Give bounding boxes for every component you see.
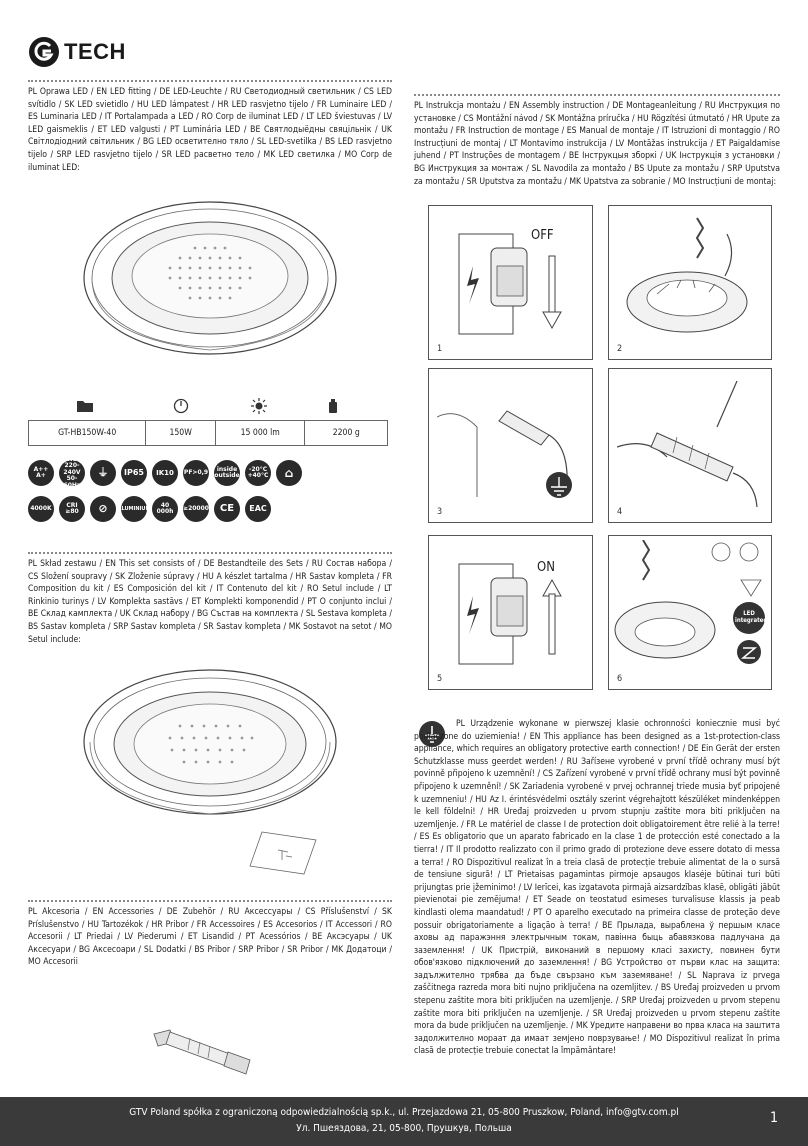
manual-sheet-icon [248, 830, 318, 876]
cable-connection-illustration [437, 377, 587, 507]
connector-illustration [150, 1020, 260, 1080]
pf-badge: PF>0,9 [183, 460, 209, 486]
hanging-illustration [617, 214, 767, 344]
step-4-number: 4 [617, 507, 623, 517]
luminaire-set-illustration [80, 666, 340, 826]
step-1-number: 1 [437, 344, 443, 354]
set-contents-text: PL Skład zestawu / EN This set consists of / DE Bestandteile des Sets / RU Состав набора / CS Složení soupravy / SK Zloženie súpravy / HU A készlet tartalma / HR Sastav kompleta / FR Composition du kit / ES Composición del kit / IT Contenuto del kit / RO Setul include / LT Rinkinio turinys / LV Komplekta sastāvs / ET Komplekti komponendid / PT O conjunto inclui / BE Склад камплекта / UK Склад набору / BG Състав на комплекта / SL Sestava kompleta / BS Sastav kompleta / SRP Sastav kompleta / SR Sastav kompleta / MK Sostavot na setot / MO Setul include: [28, 559, 392, 645]
weight-icon [324, 398, 342, 414]
divider [28, 80, 392, 82]
connector-assembly-illustration [617, 377, 767, 507]
lifetime-badge: 40 000h [152, 496, 178, 522]
color-temp-badge: 4000K [28, 496, 54, 522]
company-address-ru: Ул. Пшеяздова, 21, 05-800, Прушкув, Польша [296, 1123, 512, 1134]
accessories-text: PL Akcesoria / EN Accessories / DE Zubehör / RU Аксессуары / CS Příslušenství / SK Príslušenstvo / HU Tartozékok / HR Pribor / FR Accessoires / ES Accesorios / IT Accessori / RO Accesorii / LT Priedai / LV Piederumi / ET Lisandid / PT Acessórios / BE Аксэсуары / UK Аксесуари / BG Аксесоари / SL Dodatki / BS Pribor / SRP Pribor / SR Pribor / MK Додатоци / MO Accesorii [28, 907, 392, 968]
gtv-logo-icon [28, 36, 60, 68]
energy-class-badge: A++ A+ [28, 460, 54, 486]
no-uv-badge: ⊘ [90, 496, 116, 522]
brand-name: TECH [64, 39, 126, 64]
off-label: OFF [531, 228, 554, 243]
temperature-badge: -20°C +40°C [245, 460, 271, 486]
brand-logo [28, 34, 148, 70]
spec-model: GT-HB150W-40 [29, 421, 146, 445]
assembly-instruction-text: PL Instrukcja montażu / EN Assembly instruction / DE Montageanleitung / RU Инструкция по установке / CS Montážní návod / SK Montážna príručka / HU Rögzítési útmutató / HR Upute za montažu / FR Instruction de montage / ES Manual de montaje / IT Istruzioni di montaggio / RO Instrucțiuni de montaj / LT Montavimo instrukcija / LV Montāžas instrukcija / ET Paigaldamise juhend / PT Instruções de montagem / BE Інструкцыя зборкі / UK Інструкція з установки / BG Инструкция за монтаж / SL Navodila za montažo / BS Upute za montažu / SRP Uputstva za montažu / SR Uputstva za montažu / MK Upatstva za sobranie / MO Instrucțiuni de montaj: [414, 101, 780, 187]
ce-badge: CE [214, 496, 240, 522]
switch-on-illustration [437, 546, 587, 676]
ground-badge: ⏚ [90, 460, 116, 486]
power-icon [172, 398, 190, 414]
spec-table [28, 420, 388, 446]
step-5-panel [428, 535, 593, 690]
product-name-text: PL Oprawa LED / EN LED fitting / DE LED-Leuchte / RU Светодиодный светильник / CS LED svítidlo / SK LED svietidlo / HU LED lámpatest / HR LED rasvjetno tijelo / FR Luminaire LED / ES Luminaria LED / IT Portalampada a LED / RO Corp de iluminat LED / LT LED šviestuvas / LV LED gaismeklis / ET LED valgusti / PT Luminária LED / BE Святлодыёдны свяцільнік / UK Світлодіодний світильник / BG LED осветително тяло / SL LED-svetilka / BS LED rasvjetno tijelo / SRP LED rasvjetno tijelo / SR LED расветно тело / MK LED светилка / MO Corp de iluminat LED: [28, 87, 392, 173]
company-address: GTV Poland spółka z ograniczoną odpowiedzialnością sp.k., ul. Przejazdowa 21, 05-800 Pruszkow, Poland, info@gtv.com.pl [129, 1107, 679, 1118]
led-integrated-label: LED integrated [735, 610, 768, 624]
footer [0, 1097, 808, 1146]
luminaire-illustration [80, 198, 340, 358]
folder-icon [76, 398, 94, 414]
luminaire-hung-illustration [613, 540, 767, 676]
on-label: ON [537, 560, 555, 575]
divider [28, 552, 392, 554]
eac-badge: EAC [245, 496, 271, 522]
step-6-number: 6 [617, 674, 623, 684]
spec-lumen: 15 000 lm [216, 421, 306, 445]
switch-off-illustration [437, 216, 587, 346]
spec-power: 150W [146, 421, 216, 445]
indoor-badge: ⌂ [276, 460, 302, 486]
step-3-panel [428, 368, 593, 523]
voltage-badge: AC 220-240V 50-60Hz [59, 460, 85, 486]
cri-badge: CRI ≥80 [59, 496, 85, 522]
step-3-number: 3 [437, 507, 443, 517]
aluminium-badge: ALUMINIUM [121, 496, 147, 522]
switch-cycles-badge: ≥20000 [183, 496, 209, 522]
inside-outside-badge: inside outside [214, 460, 240, 486]
step-1-panel [428, 205, 593, 360]
step-5-number: 5 [437, 674, 443, 684]
divider [414, 94, 780, 96]
divider [28, 900, 392, 902]
grounding-warning-text: PL Urządzenie wykonane w pierwszej klasie ochronności koniecznie musi być podłączone do uziemienia! / EN This appliance has been designed as a 1st-protection-class appliance, which requires an obligatory protective earth connection! / DE Ein Gerät der ersten Schutzklasse muss geerdet werden! / RU Зaříзeнe vyrobené v první třídě ochrany musí být povinně připojeno k uzemnění! / CS Zařízení vyrobené v první třídě ochrany musí být povinně připojeno k uzemnění! / SK Zariadenia vyrobené v prvej ochrannej triede musia byť pripojené k uzemneniu! / HU Az I. érintésvédelmi osztály szerint végrehajtott készüléket mindenképpen le kell földelni! / HR Uređaj proizveden u prvom stupnju zaštite mora biti priključen na uzemljenje. / FR Le matériel de classe I de protection doit obligatoirement être relié à la terre! / ES Es obligatorio que un aparato fabricado en la clase 1 de protección esté conectado a la tierra! / IT Il prodotto realizzato con il primo grado di protezione deve essere dotato di messa a terra! / RO Dispozitivul realizat în a treia clasă de protecție trebuie alimentat de la o sursă de tensiune sigură! / LT Prietaisas pagamintas pirmoje apsaugos klasėje būtinai turi būti prijungtas prie įžeminimo! / LV Ierīcei, kas izgatavota pirmajā aizsardzības klasē, obligāti jābūt pievienotai pie zemējuma! / ET Seade on teostatud esimeses turvalisuse klassis ja peab kindlasti olema maandatud! / PT O aparelho executado na primeira classe de proteção deve possuir obrigatoriamente a ligação à terra! / BE Прылада, выраблена ў першым класе аховы ад паражэння электрычным токам, павінна быць абавязкова падлучана да заземлення! / UK Пристрій, виконаний в першому класі захисту, повинен бути обов'язково підключений до заземлення! / BG Устройство от първи клас на защита: задължително трябва да бъде свързано към заземяване! / SL Naprava iz prvega zaščitnega razreda mora biti nujno priključena na ozemljitev. / BS Uređaj proizveden u prvom stepenu zaštite mora biti priključen na uzemljenje. / SRP Uređaj proizveden u prvom stepenu zaštite mora biti priključen na uzemljenje. / SR Uređaj proizveden u prvom stepenu zaštite mora da bude priključen na uzemljenje. / MK Уредите направени во прва класа на заштита задолжително мораат да имаат земјено поврзување! / MO Dispozitivul realizat în prima clasă de protecție trebuie conectat la împământare! [414, 719, 780, 1057]
step-6-panel [608, 535, 772, 690]
spec-weight: 2200 g [332, 428, 360, 438]
page-number: 1 [769, 1110, 778, 1126]
ip65-badge: IP65 [121, 460, 147, 486]
light-icon [250, 398, 268, 414]
ik10-badge: IK10 [152, 460, 178, 486]
certification-badges [28, 456, 388, 528]
step-2-panel [608, 205, 772, 360]
step-4-panel [608, 368, 772, 523]
step-2-number: 2 [617, 344, 623, 354]
